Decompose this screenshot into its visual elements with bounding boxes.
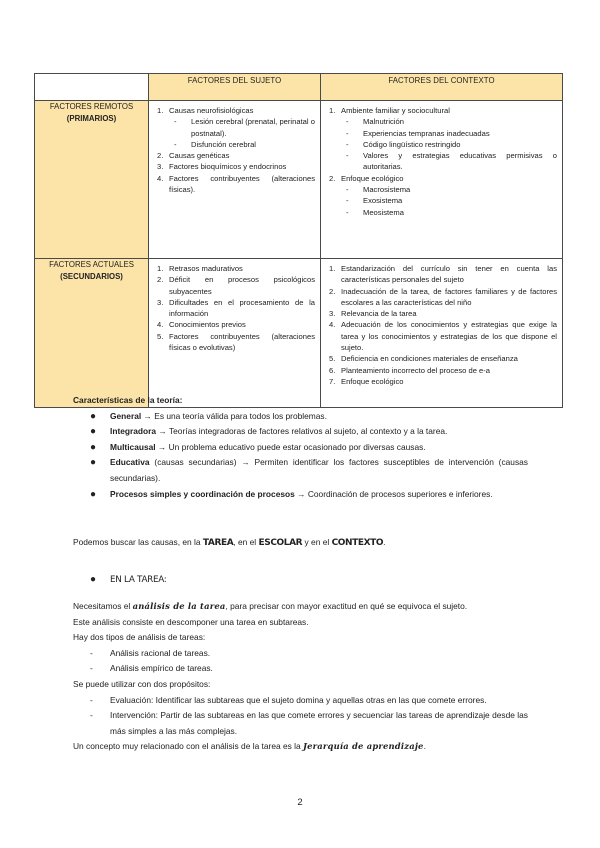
cell-remotos-contexto (321, 101, 563, 259)
paragraph-text: , para precisar con mayor exactitud en qué se equivoca el sujeto. (225, 601, 468, 611)
item-number: 5. (329, 354, 336, 364)
characteristics-section (73, 393, 528, 502)
row-label-text: FACTORES ACTUALES (49, 260, 134, 269)
item-term: Educativa (110, 457, 150, 468)
causes-keyword-escolar: ESCOLAR (258, 538, 303, 548)
causes-text: Podemos buscar las causas, en la (73, 537, 203, 547)
paragraph: Este análisis consiste en descomponer una tarea en subtareas. (73, 616, 309, 627)
table-corner-cell (35, 74, 149, 101)
bullet-icon: ● (90, 457, 97, 469)
dash-icon: - (90, 663, 93, 674)
item-text: Inadecuación de la tarea, de factores familiares y de factores escolares a las características del niño (341, 286, 557, 307)
item-term: General (110, 410, 142, 421)
item-text: Retrasos madurativos (169, 264, 243, 273)
cell-actuales-sujeto (149, 259, 321, 408)
list-item (326, 308, 557, 319)
list-item (73, 487, 528, 503)
numbered-list (326, 105, 557, 116)
list-item (73, 572, 528, 589)
dash-icon: - (90, 710, 93, 721)
item-number: 6. (329, 365, 336, 375)
item-text: Causas genéticas (169, 151, 230, 161)
numbered-list (326, 286, 557, 309)
list-item (326, 353, 557, 364)
section-heading-list (73, 572, 528, 589)
item-term: Integradora (110, 426, 157, 437)
list-item (73, 646, 528, 662)
list-item (73, 693, 528, 709)
causes-text: y en el (302, 537, 332, 547)
numbered-list (154, 297, 315, 320)
item-text: Enfoque ecológico (341, 376, 404, 386)
list-item (154, 297, 315, 320)
types-list (73, 646, 528, 677)
item-text: Enfoque ecológico (341, 173, 404, 183)
list-item (326, 365, 557, 376)
paragraph: Hay dos tipos de análisis de tareas: (73, 632, 206, 643)
paragraph: Se puede utilizar con dos propósitos: (73, 678, 211, 689)
numbered-list (154, 331, 315, 354)
list-item (326, 376, 557, 387)
causes-keyword-tarea: TAREA (202, 538, 234, 548)
item-number: 3. (329, 309, 336, 319)
item-text: → Un problema educativo puede estar ocasionado por diversas causas. (155, 441, 426, 452)
dash-icon: - (346, 117, 349, 127)
dash-icon: - (174, 139, 177, 149)
item-number: 1. (329, 106, 336, 115)
paragraph (73, 739, 528, 755)
item-term: Multicausal (110, 441, 156, 452)
list-remotos-sujeto (154, 105, 315, 195)
cell-actuales-contexto (321, 259, 563, 408)
numbered-list (326, 319, 557, 353)
characteristics-list (73, 409, 528, 503)
item-text: Conocimientos previos (169, 320, 246, 330)
dash-icon: - (346, 207, 349, 217)
header-sujeto: FACTORES DEL SUJETO (149, 74, 321, 101)
item-number: 3. (157, 297, 164, 307)
dash-icon: - (346, 151, 349, 161)
item-number: 2. (329, 173, 336, 183)
dash-icon: - (346, 196, 349, 206)
sub-list-item (326, 207, 557, 218)
list-actuales-sujeto (154, 263, 315, 353)
item-text: Valores y estrategias educativas permisivas o autoritarias. (363, 151, 557, 172)
row-actuales (35, 259, 563, 408)
item-number: 1. (157, 106, 164, 115)
item-text: Factores contribuyentes (alteraciones físicas). (169, 173, 315, 195)
item-text: → Es una teoría válida para todos los problemas. (141, 410, 327, 421)
emphasis-text: análisis de la tarea (132, 601, 226, 611)
paragraph-text: Necesitamos el (73, 601, 133, 611)
numbered-list (154, 319, 315, 330)
item-number: 3. (157, 162, 164, 172)
item-text: → Coordinación de procesos superiores e inferiores. (294, 488, 493, 499)
list-item (326, 105, 557, 116)
item-text: Meosistema (363, 207, 404, 217)
numbered-list (154, 161, 315, 172)
section-heading: EN LA TAREA: (110, 575, 167, 585)
item-number: 4. (157, 320, 164, 330)
item-number: 2. (157, 275, 164, 285)
item-text: Código lingüístico restringido (363, 139, 461, 149)
dash-icon: - (90, 694, 93, 705)
sub-list (326, 116, 557, 172)
row-label-remotos (35, 101, 149, 259)
list-item (73, 440, 528, 456)
bullet-icon: ● (90, 410, 97, 422)
factors-table (34, 73, 563, 408)
numbered-list (326, 376, 557, 387)
item-text: Deficiencia en condiciones materiales de enseñanza (341, 354, 518, 364)
dash-icon: - (174, 117, 177, 127)
sub-list-item (326, 184, 557, 195)
list-item (326, 319, 557, 353)
header-contexto: FACTORES DEL CONTEXTO (321, 74, 563, 101)
sub-list (326, 184, 557, 218)
dash-icon: - (346, 139, 349, 149)
item-text: Factores bioquímicos y endocrinos (169, 162, 287, 172)
sub-list-item (326, 116, 557, 127)
numbered-list (154, 173, 315, 196)
table-header-row (35, 74, 563, 101)
item-number: 5. (157, 331, 164, 341)
row-sublabel-text: (PRIMARIOS) (66, 114, 117, 123)
numbered-list (326, 365, 557, 376)
item-number: 4. (329, 320, 336, 330)
page-number: 2 (297, 797, 303, 808)
list-item (154, 331, 315, 354)
list-item (154, 319, 315, 330)
item-number: 7. (329, 376, 336, 386)
item-text: Análisis racional de tareas. (110, 647, 211, 658)
item-number: 4. (157, 173, 164, 183)
sub-list-item (326, 150, 557, 173)
item-text: (causas secundarias) → Permiten identificar los factores susceptibles de intervención (causas secundarias). (110, 457, 528, 483)
item-number: 2. (329, 286, 336, 296)
numbered-list (326, 173, 557, 184)
list-item (73, 409, 528, 425)
item-text: Evaluación: Identificar las subtareas que el sujeto domina y aquellas otras en las que comete errores. (110, 694, 487, 705)
item-number: 1. (329, 264, 336, 273)
list-item (73, 708, 528, 739)
sub-list-item (326, 195, 557, 206)
causes-keyword-contexto: CONTEXTO (331, 538, 384, 548)
item-text: → Teorías integradoras de factores relativos al sujeto, al contexto y a la tarea. (156, 426, 448, 437)
causes-paragraph (73, 535, 528, 552)
numbered-list (154, 263, 315, 274)
causes-text: , en el (233, 537, 259, 547)
list-item (154, 263, 315, 274)
item-text: Lesión cerebral (prenatal, perinatal o postnatal). (191, 117, 315, 138)
section-heading-row (73, 572, 528, 589)
bullet-icon: ● (90, 574, 97, 585)
item-text: Factores contribuyentes (alteraciones físicas o evolutivas) (169, 331, 315, 353)
list-item (73, 661, 528, 677)
characteristics-title: Características de la teoría: (73, 395, 183, 405)
list-remotos-contexto (326, 105, 557, 218)
numbered-list (326, 353, 557, 364)
item-text: Relevancia de la tarea (341, 309, 417, 319)
paragraph-text: . (423, 741, 426, 752)
bullet-icon: ● (90, 426, 97, 438)
dash-icon: - (346, 185, 349, 195)
item-text: Ambiente familiar y sociocultural (341, 106, 450, 115)
bullet-icon: ● (90, 488, 97, 500)
row-label-actuales (35, 259, 149, 408)
list-item (73, 424, 528, 440)
sub-list-item (326, 128, 557, 139)
numbered-list (154, 150, 315, 161)
item-text: Causas neurofisiológicas (169, 106, 254, 115)
item-text: Experiencias tempranas inadecuadas (363, 128, 490, 138)
item-text: Adecuación de los conocimientos y estrategias que exige la tarea y los conocimientos y estrategias de los que dispone el sujeto. (341, 320, 557, 353)
row-sublabel-text: (SECUNDARIOS) (60, 272, 123, 281)
list-item (326, 173, 557, 184)
bullet-icon: ● (90, 441, 97, 453)
list-item (154, 161, 315, 172)
sub-list-item (154, 139, 315, 150)
dash-icon: - (346, 128, 349, 138)
sub-list-item (154, 116, 315, 139)
list-item (326, 263, 557, 286)
item-text: Dificultades en el procesamiento de la información (169, 297, 315, 319)
causes-text: . (383, 537, 386, 547)
section-body (73, 599, 528, 755)
numbered-list (154, 105, 315, 116)
list-item (154, 274, 315, 297)
item-term: Procesos simples y coordinación de procesos (110, 488, 295, 499)
item-text: Déficit en procesos psicológicos subyacentes (169, 275, 315, 296)
item-text: Planteamiento incorrecto del proceso de e-a (341, 365, 491, 375)
emphasis-text: Jerarquía de aprendizaje (302, 741, 424, 752)
list-item (154, 105, 315, 116)
list-actuales-contexto (326, 263, 557, 387)
item-number: 2. (157, 151, 164, 161)
list-item (73, 455, 528, 486)
numbered-list (326, 308, 557, 319)
sub-list-item (326, 139, 557, 150)
sub-list (154, 116, 315, 150)
item-text: Malnutrición (363, 117, 404, 127)
dash-icon: - (90, 647, 93, 658)
item-text: Estandarización del currículo sin tener en cuenta las características personales del sujeto (341, 264, 557, 285)
item-text: Exosistema (363, 196, 403, 206)
item-number: 1. (157, 264, 164, 273)
item-text: Disfunción cerebral (191, 139, 256, 149)
paragraph (73, 599, 528, 615)
purposes-list (73, 693, 528, 740)
item-text: Análisis empírico de tareas. (110, 663, 213, 674)
list-item (154, 173, 315, 196)
numbered-list (154, 274, 315, 297)
row-label-text: FACTORES REMOTOS (49, 102, 134, 111)
paragraph-text: Un concepto muy relacionado con el análisis de la tarea es la (73, 741, 303, 752)
list-item (154, 150, 315, 161)
item-text: Macrosistema (363, 185, 411, 195)
cell-remotos-sujeto (149, 101, 321, 259)
row-remotos (35, 101, 563, 259)
item-text: Intervención: Partir de las subtareas en las que comete errores y secuenciar las tareas de aprendizaje desde las más simples a las más complejas. (110, 710, 528, 736)
numbered-list (326, 263, 557, 286)
list-item (326, 286, 557, 309)
